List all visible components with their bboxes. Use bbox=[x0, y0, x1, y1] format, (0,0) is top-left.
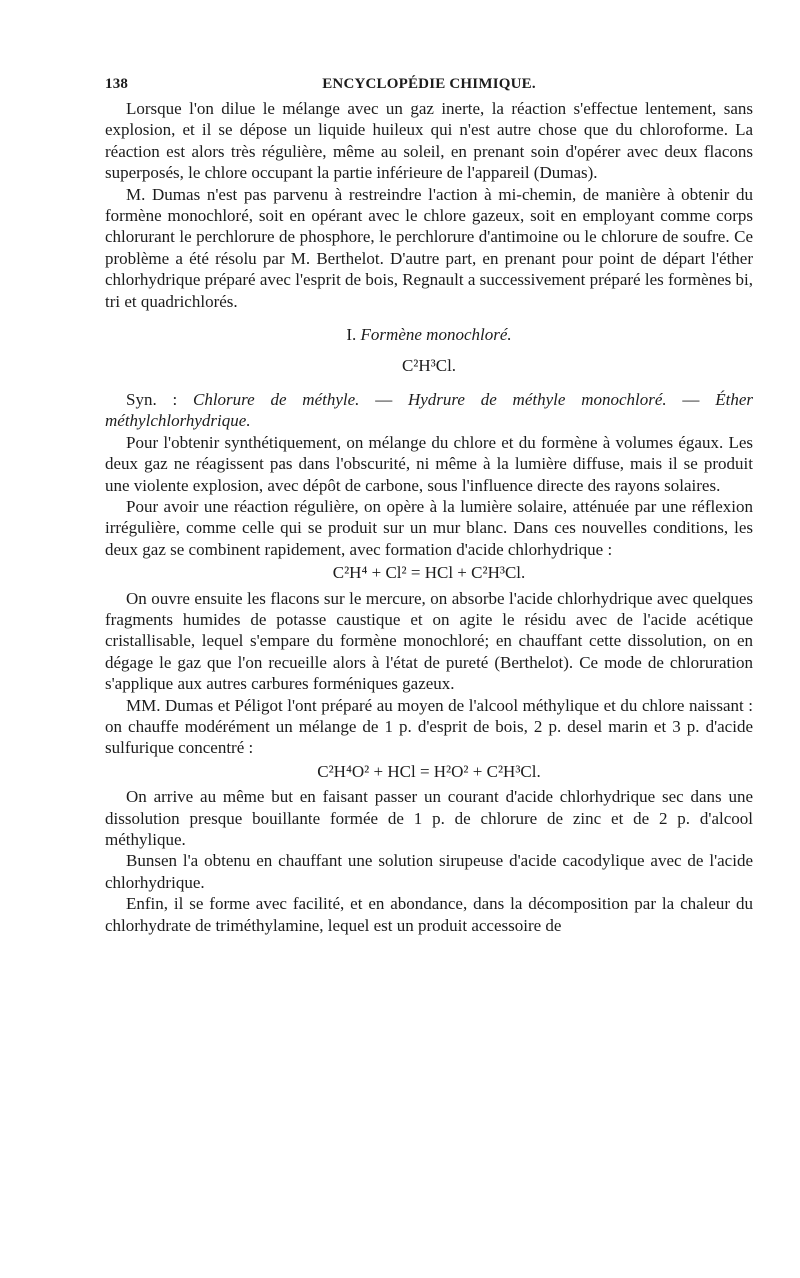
synonyms-prefix: Syn. : bbox=[126, 389, 178, 409]
page-number: 138 bbox=[105, 76, 129, 92]
paragraph-5: On ouvre ensuite les flacons sur le mercure, on absorbe l'acide chlorhydrique avec quelques fragments humides de potasse caustique et on agite le résidu avec de l'acide acétique cristallisable, lequel s'empare du formène monochloré; en chauffant cette dissolution, on en dégage le gaz que l'on recueille alors à l'état de pureté (Berthelot). Ce mode de chloruration s'applique aux autres carbures forméniques gazeux. bbox=[105, 588, 753, 694]
paragraph-3: Pour l'obtenir synthétiquement, on mélange du chlore et du formène à volumes égaux. Les deux gaz ne réagissent pas dans l'obscurité, ni même à la lumière diffuse, mais il se produit une violente explosion, avec dépôt de carbone, sous l'influence directe des rayons solaires. bbox=[105, 432, 753, 495]
document-page bbox=[105, 74, 753, 936]
body-text bbox=[105, 98, 753, 936]
section-formula: C²H³Cl. bbox=[401, 356, 457, 376]
section-title: Formène monochloré. bbox=[360, 325, 512, 345]
synonyms-line bbox=[105, 389, 753, 432]
paragraph-9: Enfin, il se forme avec facilité, et en abondance, dans la décomposition par la chaleur du chlorhydrate de triméthylamine, lequel est un produit accessoire de bbox=[105, 894, 753, 935]
synonym-separator-1: — bbox=[359, 389, 408, 409]
equation-2: C²H⁴O² + HCl = H²O² + C²H³Cl. bbox=[317, 761, 541, 781]
paragraph-7: On arrive au même but en faisant passer un courant d'acide chlorhydrique sec dans une dissolution presque bouillante formée de 1 p. de chlorure de zinc et de 2 p. d'alcool méthylique. bbox=[105, 787, 753, 849]
running-title: ENCYCLOPÉDIE CHIMIQUE. bbox=[322, 76, 536, 92]
paragraph-8: Bunsen l'a obtenu en chauffant une solution sirupeuse d'acide cacodylique avec de l'acide chlorhydrique. bbox=[105, 851, 753, 892]
section-heading bbox=[105, 324, 753, 345]
paragraph-4: Pour avoir une réaction régulière, on opère à la lumière solaire, atténuée par une réflexion irrégulière, comme celle qui se produit sur un mur blanc. Dans ces nouvelles conditions, les deux gaz se combinent rapidement, avec formation d'acide chlorhydrique : bbox=[105, 496, 753, 559]
paragraph-6: MM. Dumas et Péligot l'ont préparé au moyen de l'alcool méthylique et du chlore naissant : on chauffe modérément un mélange de 1 p. d'esprit de bois, 2 p. desel marin et 3 p. d'acide sulfurique concentré : bbox=[105, 695, 753, 758]
synonym-1: Chlorure de méthyle. bbox=[193, 389, 360, 409]
page-header bbox=[105, 74, 753, 98]
section-number: I. bbox=[346, 325, 357, 345]
equation-1: C²H⁴ + Cl² = HCl + C²H³Cl. bbox=[332, 563, 526, 583]
synonym-3: Éther méthylchlorhydrique. bbox=[105, 389, 753, 431]
synonym-2: Hydrure de méthyle monochloré. bbox=[407, 389, 667, 409]
paragraph-1: Lorsque l'on dilue le mélange avec un gaz inerte, la réaction s'effectue lentement, sans explosion, et il se dépose un liquide huileux qui n'est autre chose que du chloroforme. La réaction est alors très régulière, même au soleil, en prenant soin d'opérer avec deux flacons superposés, le chlore occupant la partie inférieure de l'appareil (Dumas). bbox=[105, 99, 753, 183]
synonym-separator-2: — bbox=[666, 389, 716, 409]
paragraph-2: M. Dumas n'est pas parvenu à restreindre l'action à mi-chemin, de manière à obtenir du formène monochloré, soit en opérant avec le chlore gazeux, soit en employant comme corps chlorurant le perchlorure de phosphore, le perchlorure d'antimoine ou le chlorure de soufre. Ce problème a été résolu par M. Berthelot. D'autre part, en prenant pour point de départ l'éther chlorhydrique préparé avec l'esprit de bois, Regnault a successivement préparé les formènes bi, tri et quadrichlorés. bbox=[105, 184, 753, 311]
